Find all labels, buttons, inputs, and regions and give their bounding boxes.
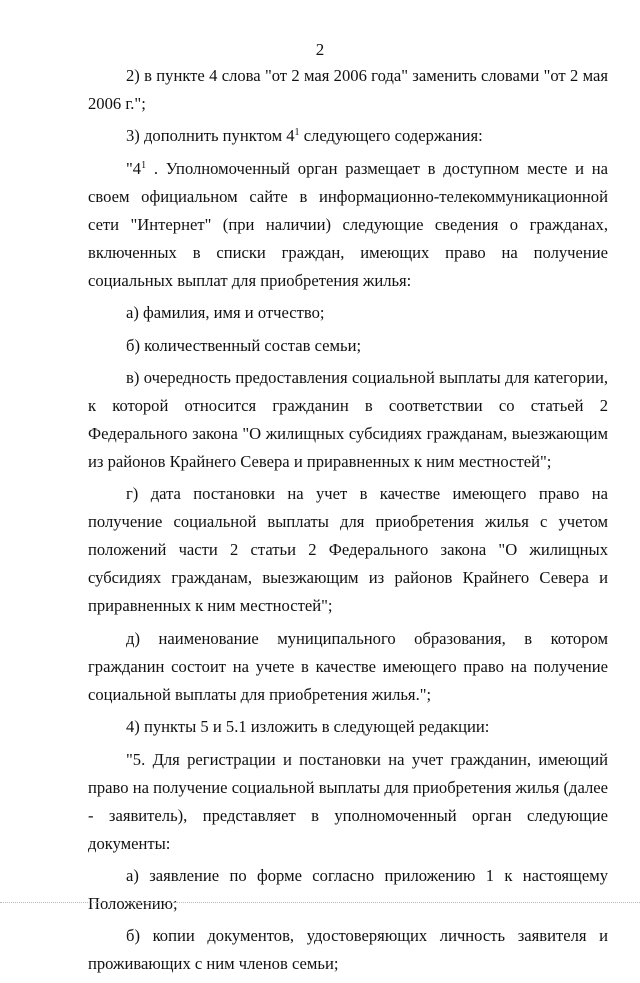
superscript: 1	[141, 159, 147, 171]
paragraph-item-3: 3) дополнить пунктом $4^1$ следующего содержания:	[126, 126, 483, 146]
paragraph-subitem-b: б) количественный состав семьи;	[126, 335, 362, 355]
paragraph-doc-b: б) копии документов, удостоверяющих личность заявителя и проживающих с ним членов семьи;	[88, 926, 608, 974]
paragraph-subitem-a: а) фамилия, имя и отчество;	[126, 303, 325, 323]
page-number: 2	[315, 40, 325, 59]
paragraph-point-5: "5. Для регистрации и постановки на учет гражданин, имеющий право на получение социальной выплаты для приобретения жилья (далее - заявитель), представляет в уполномоченный орган следующие документы:	[88, 749, 608, 853]
paragraph-point-4-1: "$4^1$ . Уполномоченный орган размещает в доступном месте и на своем официальном сайте в информационно-телекоммуникационной сети "Интернет" (при наличии) следующие сведения о гражданах, включенных в списки граждан, имеющих право на получение социальных выплат для приобретения жилья:	[88, 158, 608, 290]
paragraph-subitem-d: д) наименование муниципального образования, в котором гражданин состоит на учете в качестве имеющего право на получение социальной выплаты для приобретения жилья.";	[88, 628, 608, 704]
paragraph-doc-a: а) заявление по форме согласно приложению 1 к настоящему Положению;	[88, 865, 608, 913]
superscript: 1	[294, 127, 300, 139]
paragraph-subitem-g: г) дата постановки на учет в качестве имеющего право на получение социальной выплаты для приобретения жилья с учетом положений части 2 статьи 2 Федерального закона "О жилищных субсидиях гражданам, выезжающим из районов Крайнего Севера и приравненных к ним местностей";	[88, 484, 608, 616]
scan-artifact-line	[0, 896, 640, 903]
paragraph-item-4: 4) пункты 5 и 5.1 изложить в следующей редакции:	[126, 717, 490, 737]
paragraph-subitem-v: в) очередность предоставления социальной выплаты для категории, к которой относится гражданин в соответствии со статьей 2 Федерального закона "О жилищных субсидиях гражданам, выезжающим из районов Крайнего Севера и приравненных к ним местностей";	[88, 367, 608, 471]
document-body	[88, 62, 608, 983]
paragraph-item-2: 2) в пункте 4 слова "от 2 мая 2006 года" заменить словами "от 2 мая 2006 г.";	[88, 66, 608, 113]
